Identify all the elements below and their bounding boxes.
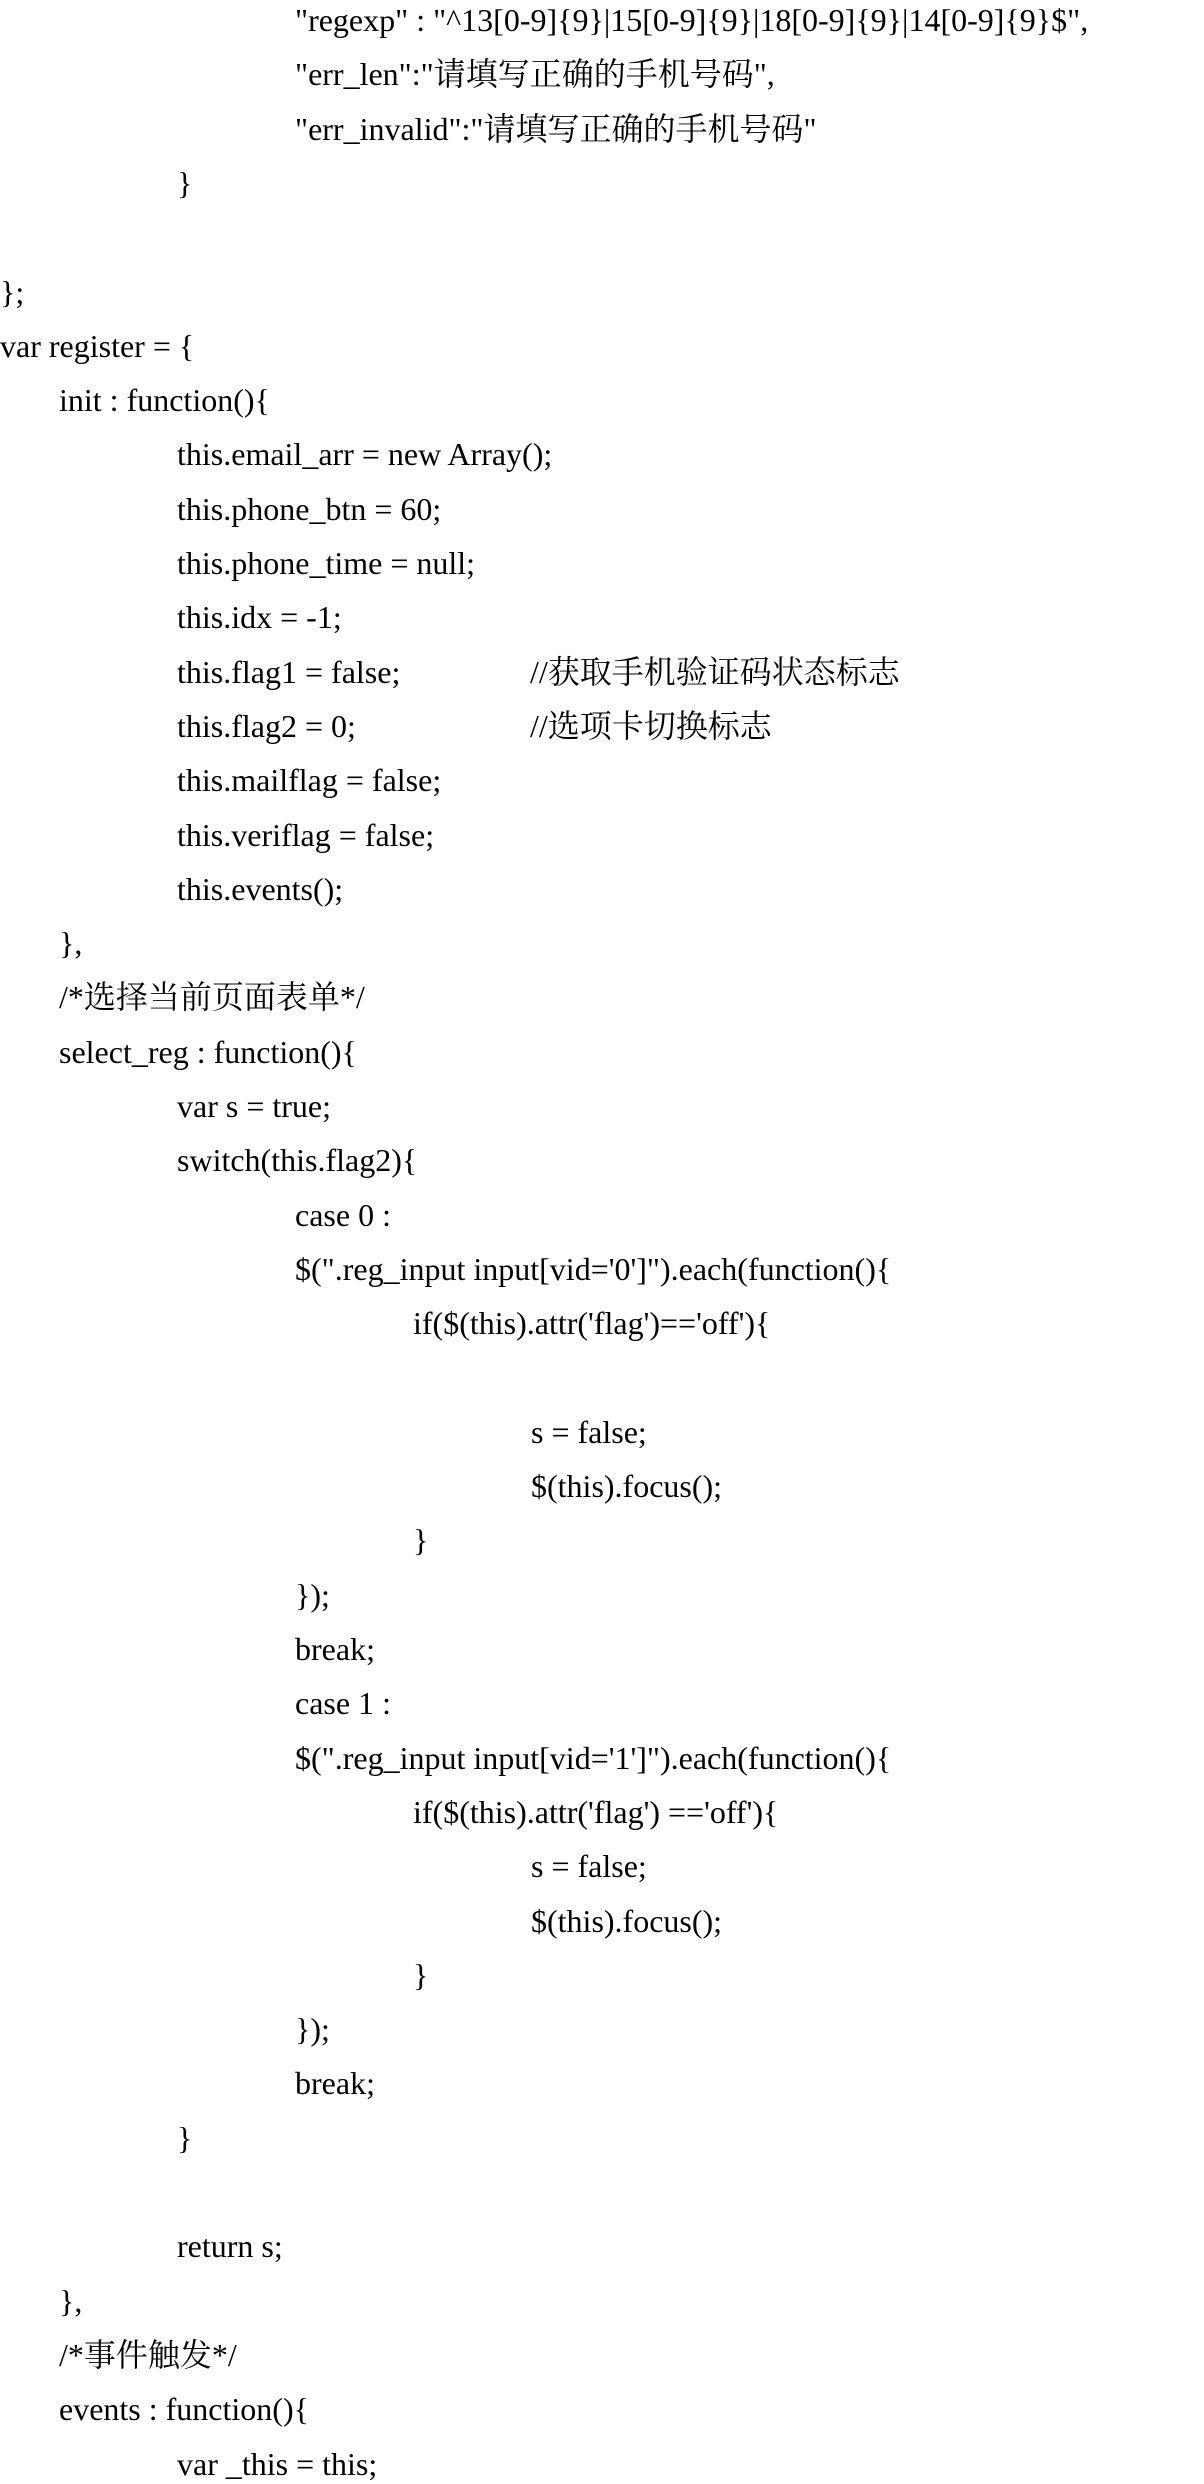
code-line	[0, 326, 194, 366]
code-text: this.phone_time = null;	[177, 545, 476, 581]
code-text: s = false;	[531, 1413, 647, 1450]
code-text: switch(this.flag2){	[177, 1142, 418, 1179]
code-text: }	[413, 1522, 429, 1559]
code-text: var s = true;	[177, 1088, 331, 1124]
code-line	[295, 1683, 391, 1723]
code-comment: //获取手机验证码状态标志	[530, 653, 900, 690]
code-text: break;	[295, 2065, 375, 2102]
code-text: "err_invalid":"请填写正确的手机号码"	[295, 110, 817, 147]
code-text: var register = {	[0, 327, 195, 364]
code-line	[413, 1792, 778, 1832]
code-line	[177, 1140, 417, 1180]
code-line	[177, 2444, 377, 2484]
code-text: if($(this).attr('flag')=='off'){	[413, 1305, 771, 1342]
code-text: $(".reg_input input[vid='1']").each(function(){	[295, 1739, 892, 1776]
code-text: });	[295, 2011, 330, 2048]
code-text: var _this = this;	[177, 2445, 378, 2482]
code-line	[59, 923, 82, 963]
code-line	[177, 652, 900, 692]
code-line	[59, 2335, 237, 2375]
code-line	[59, 2281, 82, 2321]
code-text: "regexp" : "^13[0-9]{9}|15[0-9]{9}|18[0-9]{9}|14[0-9]{9}$",	[295, 2, 1089, 38]
code-line	[0, 272, 24, 312]
code-line	[59, 1032, 357, 1072]
code-line	[59, 380, 270, 420]
code-line	[177, 815, 434, 855]
code-line	[177, 869, 343, 909]
code-line	[413, 1520, 428, 1560]
code-line	[177, 2118, 192, 2158]
code-text: this.flag1 = false;	[177, 653, 401, 690]
code-text: break;	[295, 1631, 375, 1667]
code-text: return s;	[177, 2228, 283, 2265]
code-line	[531, 1466, 722, 1506]
code-text: this.email_arr = new Array();	[177, 436, 553, 473]
code-text: events : function(){	[59, 2391, 309, 2428]
code-text: });	[295, 1576, 330, 1613]
code-text: s = false;	[531, 1848, 647, 1885]
code-line	[295, 1738, 891, 1778]
code-text: this.mailflag = false;	[177, 762, 442, 799]
code-line	[295, 1575, 330, 1615]
code-text: this.phone_btn = 60;	[177, 490, 442, 527]
code-text: this.veriflag = false;	[177, 816, 435, 853]
code-text: select_reg : function(){	[59, 1033, 357, 1070]
code-text: },	[59, 2282, 83, 2319]
code-text: $(this).focus();	[531, 1902, 723, 1939]
code-text: $(".reg_input input[vid='0']").each(function(){	[295, 1250, 892, 1287]
code-line	[177, 760, 441, 800]
code-line	[413, 1955, 428, 1995]
code-text: this.events();	[177, 870, 344, 907]
code-line	[531, 1846, 647, 1886]
code-text: }	[177, 164, 193, 201]
code-line	[177, 489, 441, 529]
code-line	[177, 2226, 283, 2266]
code-line	[295, 1195, 391, 1235]
code-line	[295, 1249, 891, 1289]
code-line	[531, 1412, 647, 1452]
code-text: $(this).focus();	[531, 1468, 723, 1505]
code-line	[177, 543, 475, 583]
code-line	[413, 1303, 770, 1343]
code-line	[59, 977, 365, 1017]
code-line	[295, 2063, 375, 2103]
code-line	[59, 2389, 309, 2429]
code-line	[177, 434, 552, 474]
code-text: /*选择当前页面表单*/	[59, 979, 365, 1016]
code-text: this.flag2 = 0;	[177, 707, 356, 744]
code-text: if($(this).attr('flag') =='off'){	[413, 1793, 779, 1830]
code-text: }	[177, 2119, 193, 2156]
code-text: /*事件触发*/	[59, 2336, 237, 2373]
code-text: init : function(){	[59, 382, 270, 419]
code-text: case 1 :	[295, 1685, 391, 1722]
code-line	[295, 54, 775, 94]
code-text: },	[59, 925, 83, 962]
code-text: "err_len":"请填写正确的手机号码",	[295, 56, 775, 93]
code-text: this.idx = -1;	[177, 599, 342, 636]
code-line	[295, 2009, 330, 2049]
code-text: case 0 :	[295, 1196, 391, 1233]
code-line	[531, 1901, 722, 1941]
code-line	[295, 0, 1088, 40]
code-text: }	[413, 1956, 429, 1993]
code-line	[177, 597, 342, 637]
code-line	[177, 163, 192, 203]
code-line	[177, 1086, 331, 1126]
code-line	[295, 1629, 375, 1669]
code-text: };	[0, 273, 25, 310]
code-line	[177, 706, 772, 746]
code-line	[295, 109, 817, 149]
code-comment: //选项卡切换标志	[530, 707, 772, 744]
